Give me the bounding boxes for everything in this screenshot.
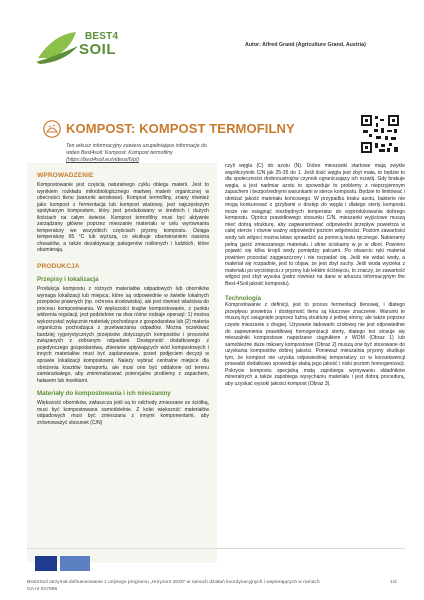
materials-paragraph: Większość oborników, zwłaszcza jeśli są to odchody zmieszane ze ściółką, musi być kompostowana samodzielnie. Z kolei większość materiałów odpadowych musi być zmieszana z innymi komponentami, aby zrównoważyć stosunek (C/N) [37,400,209,426]
subheading-technology: Technologia [225,295,261,303]
technology-paragraph: Kompostowanie z definicji, jest to proces fermentacji tlenowej, i dlatego przepływu powietrza i dostępność tlenu są kluczowe znaczenie. Warunki te muszą być osiągnięte poprzez luźną strukturę z jednej strony, ale także poprzez częste mieszanie z drugiej. Używanie ładowarki czołowej nie jest odpowiednie do zapewnienia prawidłowej homogenizacji sterty, dlatego też stosuje się mieszalniki kompostowe napędzane ciągnikiem z WOM (Obraz 1) lub samobieżne duże miksery kompostowe (Obraz 2) muszą one być stosowane do uzyskania kompostów dobrej jakości. Ponieważ mieszalnia pryzmy skutkuje tym, że kompost nie uzyska odpowiedniej temperatury co w konsekwencji prowadzi dodatkowo spowoduje słabą jego jakość i niski poziom homogenizacji. Pokrycie kompostu specjalną matą zapobiega wymywaniu składników mineralnych a także zapobiega wysychaniu materiału i jest dobrą procedurą, aby uzyskać wysoki jakości kompost (Obraz 3). [225,302,405,387]
eu-flag-icon [35,556,57,571]
regulations-paragraph: Produkcja kompostu z różnych materiałów odpadowych lub oborników wymaga lokalizacji lub miejsca, które są odpowiednie w świetle lokalnych przepisów prawnych (np. ochrona środowiska), ale jest również właściwa do procesu kompostowania. W większości krajów kompostowanie, z punktu widzenia regulacji, jest podzielone na dwa różne rodzaje operacji: 1) można wykorzystać wyłącznie materiały pochodzące z gospodarstwa lub (2) materia organiczna pochodząca z przetwarzania odpadów. Można oczekiwać bardziej rygorystycznych przepisów dotyczących kompostów i procesów związanych z zebranym odpadami. Dostępność dodatkowego z pojedynczego gospodarstwa, zbieranie spływających wód kompostowych i innych materiałów musi być zaplanowane, przed podjęciem decyzji w sprawie lokalizacji kompostowni. Należy wybrać centralne miejsce dla obniżenia kosztów transportu, ale musi ono być oddalone od terenu zamieszkałego, aby zminimalizować potencjalne problemy z zapachem, hałasem lub insektami. [37,286,209,384]
horizon-logo-icon [60,556,90,571]
best4soil-logo [34,28,119,68]
section-heading-production: PRODUKCJA [37,263,80,271]
intro-note [66,143,216,164]
logo-soil-text: SOIL [79,41,117,58]
subheading-regulations: Przepisy i lokalizacja [37,276,99,284]
page-title: KOMPOST: KOMPOST TERMOFILNY [66,121,295,136]
leaf-logo-icon [34,28,80,68]
decorative-soil-band [0,75,424,103]
intro-text: Ten arkusz informacyjny zawiera uzupełniające informacje do wideo Best4soil: Kompost: Kompost termofilny [66,143,207,156]
section-heading-introduction: WPROWADZENIE [37,172,94,179]
right-column [225,163,405,388]
mixture-paragraph: czyli węgla (C) do azotu (N). Dobre mieszanki startowe mają zwykle współczynnik C/N jak 25-35 do 1. Jeśli ilość węgla jest zbyt mała, to będzie to dla społeczności drobnoustrojów czynnik ograniczający ich rozwój. Gdy brakuje węgla, a jest nadmiar azotu to spowoduje to problemy z nieprzyjemnym zapachem i bezpośrednymi warunkami w sterce kompostu. Będzie to limitować i obniżać jakość materiału końcowego. W przypadku braku azotu, bakterie nie mogą konkurować z grzybami o dostęp do węgla i dlatego sterty kompostu może nie osiągnąć niezbędnych temperatur do wyprodukowania dobrego kompostu. Oprócz prawidłowego stosunku C/N, mieszanki wyjściowe muszą mieć dobrą strukturę, aby zagwarantować odpowiedni przepływ powietrza w całej stercie i równie ważny odpowiedni poziom wilgotności. Poziom zawartości wody lub wilgoci można łatwo sprawdzić za pomocą testu ręcznego. Nabieramy pełną garść zmieszanego materiału i silnie ściskamy w je w dłoni. Powinno pojawić się kilka kropli wody pomiędzy palcami. Po otwarciu ręki materiał powinien pozostać zaggeszczony i nie rozpadać się. Jeśli nie widać wody, a materiał się rozpadnie, jest to objaw, że jest zbyt suchy. Jeśli woda wycieka z materiału po wyciśnięciu z pryzmy lub lekkim ściśnięciu, to znaczy, że zawartość wilgoci jest zbyt wysoka (patrz również na dane w arkuszu informacyjnym the Best-4Soil jakość kompostu). [225,163,405,287]
logo-best-text: BEST4 [85,31,119,42]
compost-heap-icon [43,120,61,138]
author-line: Autor: Alfred Grand (Agriculture Grand, Austria) [245,42,366,48]
video-link[interactable]: (https://best4soil.eu/videos/6/pl) [66,157,139,163]
funding-statement: Best4Soil otrzymał dofinansowanie z unijnego programu „Horyzont 2020" w ramach działań koordynacyjnych i wspierających w ramach GA nr 817696 [27,580,320,592]
left-column [27,163,217,563]
qr-code[interactable] [360,114,400,154]
subheading-materials: Materiały do kompostowania i ich mieszaniny [37,390,171,398]
page-number: 1/2 [390,580,397,585]
introduction-paragraph: Kompostowanie jest częścią naturalnego cyklu obiegu materii. Jest to wynikiem rozkładu mikrobiologicznego martwej materii organicznej w obecności tlenu (warunki aerobowe). Kompost termofilny, znany również jako kompost z fermentacja lub kompost wiatrowy, jest najczęstszym spotykanym kompostem, który jest produkowany w średnich i dużych ilościach na całym świecie. Kompost termofilny musi być aktywnie zarządzany główne poprzez mieszanie materiału w celu wyrównania temperatury we wszystkich częściach pryzmy kompostu. Osiąga temperaturę 65 °C lub wyższą, co skutkuje obumieraniem nasiona chwastów, a także dezaktywację patogenów roślinnych i ludzkich, które obumierają. [37,182,209,254]
footer-divider [27,548,405,549]
